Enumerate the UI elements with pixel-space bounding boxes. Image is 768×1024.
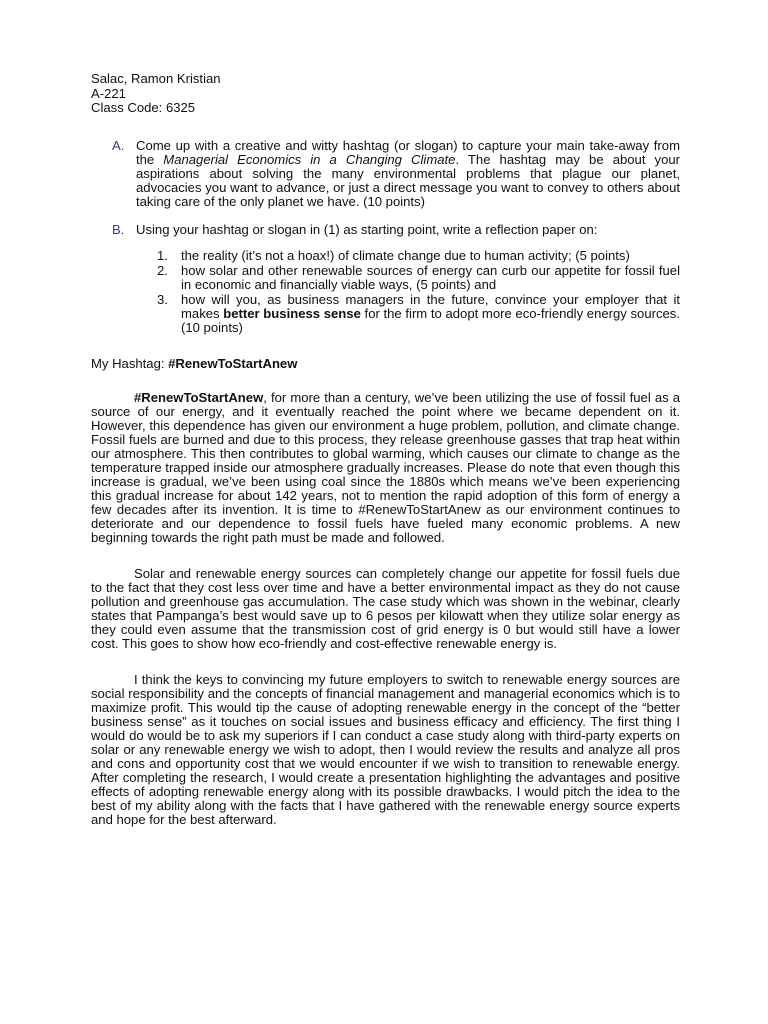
question-b-items <box>157 249 680 335</box>
paragraph-renewable-energy: Solar and renewable energy sources can completely change our appetite for fossil fuels due to the fact that they cost less over time and have a better environmental impact as they do not cause pollution and greenhouse gas accumulation. The case study which was shown in the webinar, clearly states that Pampanga’s best would save up to 6 pesos per kilowatt when they utilize solar energy as they could even assume that the transmission cost of grid energy is 0 but would still have a lower cost. This goes to show how eco-friendly and cost-effective renewable energy is. <box>91 565 680 651</box>
question-list <box>91 139 680 335</box>
question-a <box>112 139 680 209</box>
paragraph-climate-reality: #RenewToStartAnew, for more than a century, we’ve been utilizing the use of fossil fuel as a source of our energy, and it eventually reached the point where we became dependent on it. However, this dependence has given our environment a huge problem, pollution, and climate change. Fossil fuels are burned and due to this process, they release greenhouse gasses that trap heat within our atmosphere. This then contributes to global warming, which causes our climate to change as the temperature trapped inside our atmosphere gradually increases. Please do note that even though this increase is gradual, we’ve been using coal since the 1880s which means we’ve been experiencing this gradual increase for about 142 years, not to mention the rapid adoption of this form of energy a few decades after its invention. It is time to #RenewToStartAnew as our environment continues to deteriorate and our dependence to fossil fuels have fueled many economic problems. A new beginning towards the right path must be made and followed. <box>91 389 680 545</box>
list-item: 3. how will you, as business managers in the future, convince your employer that it makes better business sense for the firm to adopt more eco-friendly energy sources. (10 points) <box>157 291 680 335</box>
paragraph-hashtag: #RenewToStartAnew <box>134 389 264 405</box>
question-b-letter: B. <box>112 221 125 237</box>
course-title: Managerial Economics in a Changing Climate <box>163 151 456 167</box>
question-b <box>112 223 680 237</box>
list-item: 2. how solar and other renewable sources of energy can curb our appetite for fossil fuel in economic and financially viable ways, (5 points) and <box>157 262 680 292</box>
hashtag-line <box>91 357 680 371</box>
question-a-text: Come up with a creative and witty hashtag (or slogan) to capture your main take-away from the Managerial Economics in a Changing Climate. The hashtag may be about your aspirations about solving the many environmental problems that plague our planet, advocacies you want to advance, or just a direct message you want to convey to others about taking care of the only planet we have. (10 points) <box>136 137 681 209</box>
class-code: Class Code: 6325 <box>91 100 196 115</box>
question-b-text: Using your hashtag or slogan in (1) as starting point, write a reflection paper on: <box>136 221 598 237</box>
student-section: A-221 <box>91 85 126 101</box>
emphasis-text: better business sense <box>223 305 361 321</box>
paragraph-business-sense: I think the keys to convincing my future employers to switch to renewable energy sources are social responsibility and the concepts of financial management and managerial economics which is to maximize profit. This would tip the cause of adopting renewable energy in the concept of the “better business sense” as it touches on social issues and business efficacy and efficiency. The first thing I would do would be to ask my superiors if I can conduct a case study along with third-party experts on solar or any renewable energy we wish to adopt, then I would review the results and analyze all pros and cons and opportunity cost that we would encounter if we wish to transition to renewable energy. After completing the research, I would create a presentation highlighting the advantages and positive effects of adopting renewable energy along with its possible drawbacks. I would pitch the idea to the best of my ability along with the facts that I have gathered with the renewable energy source experts and hope for the best afterward. <box>91 671 680 827</box>
student-header <box>91 72 680 116</box>
question-a-letter: A. <box>112 137 125 153</box>
hashtag-value: #RenewToStartAnew <box>168 355 298 371</box>
student-name: Salac, Ramon Kristian <box>91 71 221 86</box>
list-item: 1. the reality (it’s not a hoax!) of climate change due to human activity; (5 points) <box>157 247 630 263</box>
hashtag-label: My Hashtag: <box>91 355 169 371</box>
